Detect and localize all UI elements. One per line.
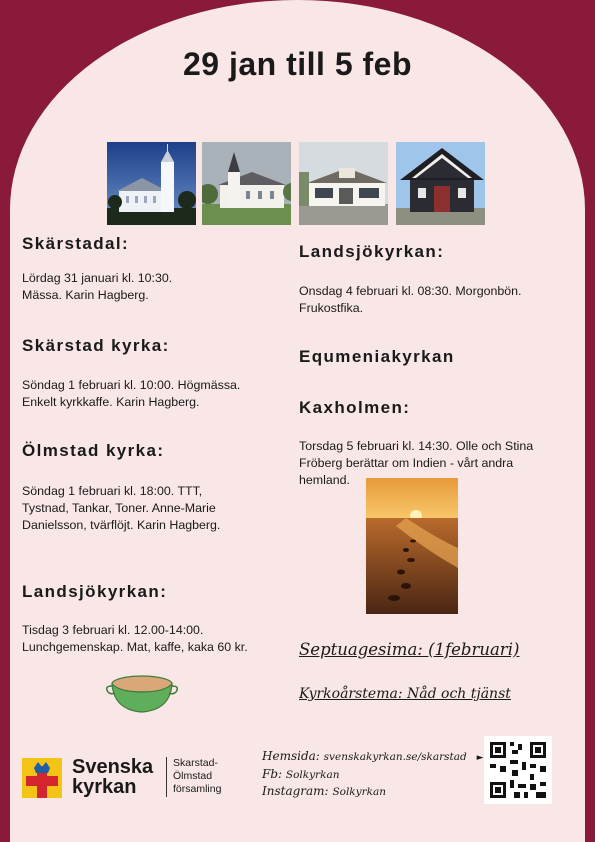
church-cross-icon xyxy=(22,758,62,798)
arch-background xyxy=(10,0,585,842)
parish-name: Skarstad- Ölmstad församling xyxy=(173,757,222,795)
text-skarstadal: Lördag 31 januari kl. 10:30. Mässa. Karin Hagberg. xyxy=(22,271,173,302)
qr-code[interactable] xyxy=(484,736,552,804)
facebook-link[interactable]: Solkyrkan xyxy=(285,769,340,781)
arrow-icon: ► xyxy=(476,753,484,763)
kyrkoarstema-label: Kyrkoårstema: Nåd och tjänst xyxy=(299,686,511,702)
sunset-beach-photo xyxy=(366,478,458,614)
septuagesima-label: Septuagesima: (1februari) xyxy=(299,640,520,659)
photo-wooden-chapel xyxy=(396,142,485,225)
heading-landsjokyrkan-right: Landsjökyrkan: xyxy=(299,242,445,261)
website-link[interactable]: svenskakyrkan.se/skarstad xyxy=(323,751,467,763)
heading-equmeniakyrkan: Equmeniakyrkan xyxy=(299,347,455,366)
text-landsjokyrkan-right: Onsdag 4 februari kl. 08:30. Morgonbön. Frukostfika. xyxy=(299,284,522,315)
heading-skarstad-kyrka: Skärstad kyrka: xyxy=(22,336,170,355)
contact-info: Hemsida: svenskakyrkan.se/skarstad ► Fb: Solkyrkan Instagram: Solkyrkan xyxy=(262,749,484,798)
photo-parish-hall xyxy=(299,142,388,225)
soup-bowl-icon xyxy=(104,668,180,721)
logo-text: Svenska kyrkan xyxy=(72,756,154,798)
photo-church-night xyxy=(107,142,196,225)
heading-olmstad-kyrka: Ölmstad kyrka: xyxy=(22,441,165,460)
svenska-kyrkan-logo xyxy=(22,758,62,803)
text-skarstad-kyrka: Söndag 1 februari kl. 10:00. Högmässa. Enkelt kyrkkaffe. Karin Hagberg. xyxy=(22,378,241,409)
heading-landsjokyrkan-left: Landsjökyrkan: xyxy=(22,582,168,601)
text-kaxholmen: Torsdag 5 februari kl. 14:30. Olle och Stina Fröberg berättar om Indien - vårt andra hemland. xyxy=(299,439,534,487)
logo-divider xyxy=(166,757,167,797)
heading-skarstadal: Skärstadal: xyxy=(22,234,130,253)
page-title: 29 jan till 5 feb xyxy=(182,46,412,82)
text-olmstad-kyrka: Söndag 1 februari kl. 18:00. TTT, Tystnad, Tankar, Toner. Anne-Marie Danielsson, tvärflöjt. Karin Hagberg. xyxy=(22,484,221,532)
photo-church-white xyxy=(202,142,291,225)
text-landsjokyrkan-left: Tisdag 3 februari kl. 12.00-14:00. Lunchgemenskap. Mat, kaffe, kaka 60 kr. xyxy=(22,623,248,654)
instagram-link[interactable]: Solkyrkan xyxy=(332,786,387,798)
heading-kaxholmen: Kaxholmen: xyxy=(299,398,411,417)
